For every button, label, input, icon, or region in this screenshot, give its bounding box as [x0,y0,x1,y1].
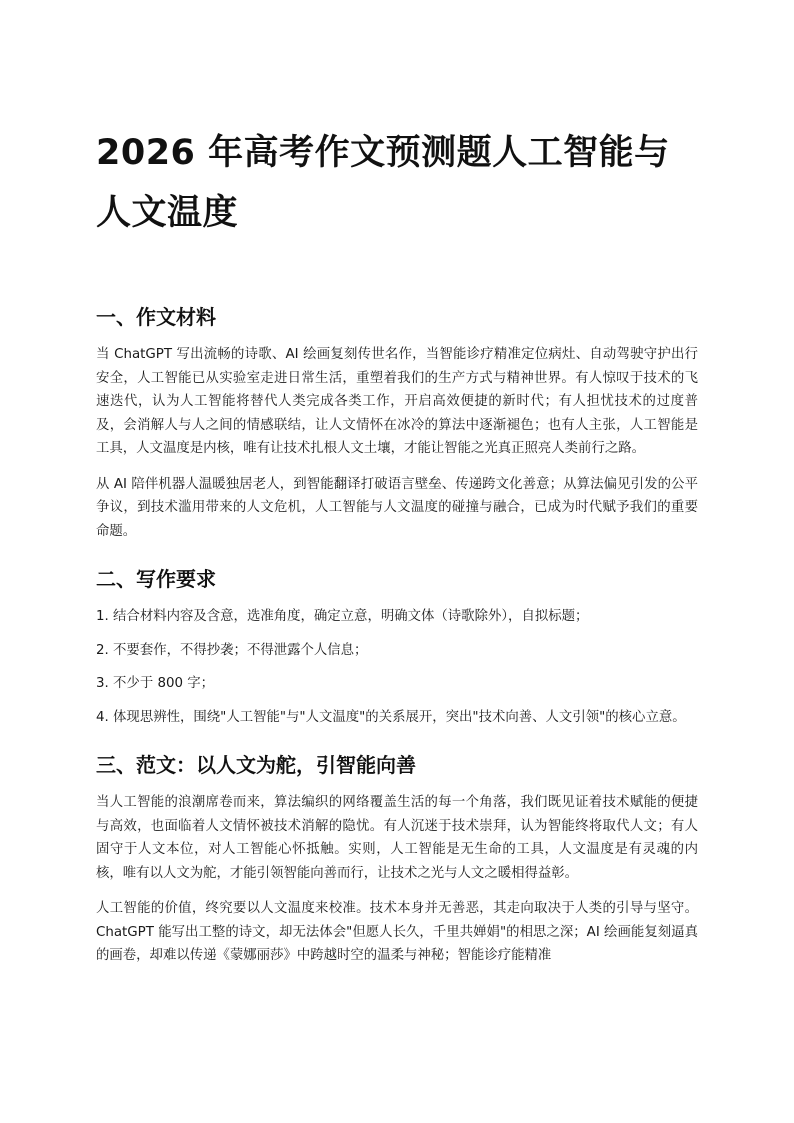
requirement-item: 1. 结合材料内容及含意，选准角度，确定立意，明确文体（诗歌除外），自拟标题； [96,609,589,624]
essay-paragraph: 人工智能的价值，终究要以人文温度来校准。技术本身并无善恶，其走向取决于人类的引导与坚守。ChatGPT 能写出工整的诗文，却无法体会"但愿人长久，千里共婵娟"的相思之深；AI 绘画能复刻逼真的画卷，却难以传递《蒙娜丽莎》中跨越时空的温柔与神秘；智能诊疗能精准 [96,901,698,963]
requirement-item: 3. 不少于 800 字； [96,676,215,691]
material-paragraph: 从 AI 陪伴机器人温暖独居老人，到智能翻译打破语言壁垒、传递跨文化善意；从算法偏见引发的公平争议，到技术滥用带来的人文危机，人工智能与人文温度的碰撞与融合，已成为时代赋予我们的重要命题。 [96,476,698,539]
document-title: 2026 年高考作文预测题人工智能与人文温度 [96,133,670,233]
essay-paragraph: 当人工智能的浪潮席卷而来，算法编织的网络覆盖生活的每一个角落，我们既见证着技术赋能的便捷与高效，也面临着人文情怀被技术消解的隐忧。有人沉迷于技术崇拜，认为智能终将取代人文；有人固守于人文本位，对人工智能心怀抵触。实则，人工智能是无生命的工具，人文温度是有灵魂的内核，唯有以人文为舵，才能引领智能向善而行，让技术之光与人文之暖相得益彰。 [96,795,698,881]
section-heading-requirements: 二、写作要求 [96,567,216,591]
section-heading-material: 一、作文材料 [96,305,216,329]
requirement-item: 2. 不要套作，不得抄袭；不得泄露个人信息； [96,642,368,658]
section-heading-sample-essay: 三、范文：以人文为舵，引智能向善 [96,753,416,777]
requirement-item: 4. 体现思辨性，围绕"人工智能"与"人文温度"的关系展开，突出"技术向善、人文引领"的核心立意。 [96,709,686,725]
material-paragraph: 当 ChatGPT 写出流畅的诗歌、AI 绘画复刻传世名作，当智能诊疗精准定位病灶、自动驾驶守护出行安全，人工智能已从实验室走进日常生活，重塑着我们的生产方式与精神世界。有人惊叹于技术的飞速迭代，认为人工智能将替代人类完成各类工作，开启高效便捷的新时代；有人担忧技术的过度普及，会消解人与人之间的情感联结，让人文情怀在冰冷的算法中逐渐褪色；也有人主张，人工智能是工具，人文温度是内核，唯有让技术扎根人文土壤，才能让智能之光真正照亮人类前行之路。 [96,347,698,456]
